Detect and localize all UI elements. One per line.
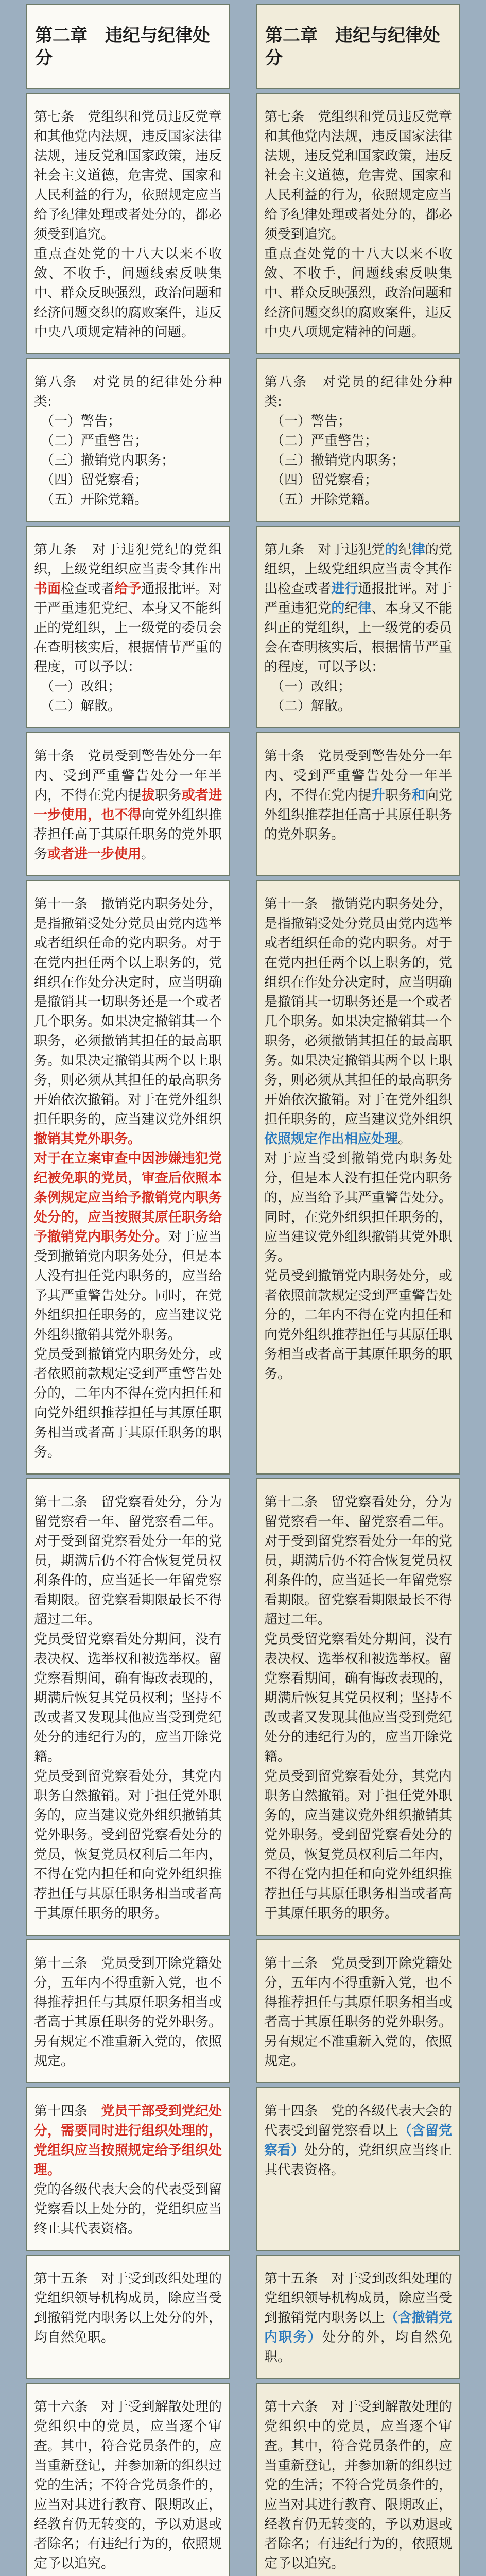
text-run: 党员受留党察看处分期间，没有表决权、选举权和被选举权。留党察看期间，确有悔改表现的，期满后恢复其党员权利；坚持不改或者又发现其他应当受到党纪处分的违纪行为的，应当开除党籍。 — [34, 1632, 222, 1765]
text-run: 第七条 党组织和党员违反党章和其他党内法规，违反国家法律法规，违反党和国家政策，违反社会主义道德，危害党、国家和人民利益的行为，依照规定应当给予纪律处理或者处分的，都必须受到追究。 — [264, 109, 452, 242]
text-run: 向党外组织推荐担任高于其原任职务的党外职务。 — [264, 788, 452, 842]
left-cell-article-10 — [26, 732, 230, 876]
paragraph — [264, 2397, 452, 2573]
row-article-8 — [26, 358, 460, 522]
left-cell-article-9 — [26, 526, 230, 728]
text-run: 党员受到撤销党内职务处分，或者依照前款规定受到严重警告处分的，二年内不得在党内担任和向党外组织推荐担任与其原任职务相当或者高于其原任职务的职务。 — [34, 1347, 222, 1460]
text-run: 第十二条 留党察看处分，分为留党察看一年、留党察看二年。对于受到留党察看处分一年的党员，期满后仍不符合恢复党员权利条件的，应当延长一年留党察看期限。留党察看期限最长不得超过二年。 — [34, 1495, 222, 1628]
paragraph — [264, 1493, 452, 1630]
text-run: （一）警告； — [271, 414, 352, 429]
row-chapter-heading — [26, 4, 460, 89]
paragraph — [34, 1345, 222, 1462]
text-run: 通报批评。对于严重违犯党纪、本身又不能纠正的党组织，上一级党的委员会在查明核实后，根据情节严重的程度，可以予以： — [34, 581, 222, 675]
text-run: 第八条 对党员的纪律处分种类: — [34, 375, 222, 410]
right-cell-article-9 — [256, 526, 460, 728]
comparison-table-body — [26, 4, 460, 2576]
text-run: （四）留党察看； — [41, 472, 148, 488]
row-article-11 — [26, 880, 460, 1475]
text-run: 检查或者 — [61, 581, 115, 597]
paragraph — [34, 107, 222, 244]
text-run: （五）开除党籍。 — [271, 492, 378, 507]
paragraph — [264, 697, 452, 716]
chapter-title — [34, 18, 222, 77]
paragraph — [34, 1149, 222, 1345]
paragraph — [264, 2269, 452, 2367]
paragraph — [34, 2397, 222, 2573]
left-cell-article-12 — [26, 1478, 230, 1936]
row-article-10 — [26, 732, 460, 876]
text-run: 第十四条 — [34, 2104, 101, 2119]
left-cell-article-15 — [26, 2255, 230, 2379]
row-article-14 — [26, 2087, 460, 2251]
text-run: 纪 — [398, 542, 412, 557]
right-cell-article-11 — [256, 880, 460, 1475]
text-run: 第十条 党员受到警告处分一年内、受到严重警告处分一年半内，不得在党内提 — [34, 749, 222, 803]
text-run: 向党外组织推荐担任高于其原任职务的党外职务 — [34, 807, 222, 862]
text-run: 对于应当受到撤销党内职务处分，但是本人没有担任党内职务的，应当给予其严重警告处分。同时，在党外组织担任职务的，应当建议党外组织撤销其党外职务。 — [264, 1151, 452, 1264]
paragraph — [264, 894, 452, 1149]
paragraph — [34, 372, 222, 412]
text-run: （三）撤销党内职务； — [271, 453, 405, 468]
paragraph — [34, 412, 222, 431]
text-run: 第十六条 对于受到解散处理的党组织中的党员，应当逐个审查。其中，符合党员条件的，应当重新登记，并参加新的组织过党的生活；不符合党员条件的，应当对其进行教育、限期改正，经教育仍无转变的，予以劝退或者除名；有违纪行为的，依照规定予以追究。 — [264, 2399, 452, 2571]
right-cell-article-16 — [256, 2383, 460, 2576]
text-run: 党员受到留党察看处分，其党内职务自然撤销。对于担任党外职务的，应当建议党外组织撤销其党外职务。受到留党察看处分的党员，恢复党员权利后二年内，不得在党内担任和向党外组织推荐担任与其原任职务相当或者高于其原任职务的职务。 — [34, 1769, 222, 1921]
paragraph — [34, 451, 222, 470]
text-run: 党的各级代表大会的代表受到留党察看以上处分的，党组织应当终止其代表资格。 — [34, 2182, 222, 2236]
text-run: 重点查处党的十八大以来不收敛、不收手，问题线索反映集中、群众反映强烈，政治问题和经济问题交织的腐败案件，违反中央八项规定精神的问题。 — [264, 246, 452, 340]
revised-highlight-text: 撤销其党外职务。 — [34, 1131, 142, 1147]
text-run: 第十一条 撤销党内职务处分，是指撤销受处分党员由党内选举或者组织任命的党内职务。对于在党内担任两个以上职务的，党组织在作处分决定时，应当明确是撤销其一切职务还是一个或者几个职务。如果决定撤销其一个职务，必须撤销其担任的最高职务。如果决定撤销其两个以上职务，则必须从其担任的最高职务开始依次撤销。对于在党外组织担任职务的，应当建议党外组织 — [34, 896, 222, 1127]
revised-highlight-text: 党员干部受到党纪处分，需要同时进行组织处理的，党组织应当按照规定给予组织处理。 — [34, 2104, 222, 2178]
paragraph — [34, 2180, 222, 2239]
text-run: （五）开除党籍。 — [41, 492, 148, 507]
previous-highlight-text: 律 — [358, 601, 372, 616]
text-run: 职务 — [154, 788, 182, 803]
left-cell-article-8 — [26, 358, 230, 522]
paragraph — [34, 490, 222, 510]
paragraph — [264, 2102, 452, 2180]
text-run: 第九条 对于违犯党 — [264, 542, 385, 557]
previous-highlight-text: 升 — [371, 788, 385, 803]
text-run: （一）改组； — [271, 679, 352, 694]
row-article-15 — [26, 2255, 460, 2379]
paragraph — [34, 894, 222, 1149]
previous-highlight-text: 的 — [331, 601, 345, 616]
text-run: 党员受留党察看处分期间，没有表决权、选举权和被选举权。留党察看期间，确有悔改表现的，期满后恢复其党员权利；坚持不改或者又发现其他应当受到党纪处分的违纪行为的，应当开除党籍。 — [264, 1632, 452, 1765]
right-cell-article-14 — [256, 2087, 460, 2251]
row-article-13 — [26, 1939, 460, 2083]
revised-highlight-text: 拔 — [141, 788, 155, 803]
paragraph — [264, 747, 452, 844]
paragraph — [34, 244, 222, 342]
paragraph — [34, 2102, 222, 2180]
paragraph — [34, 1954, 222, 2071]
row-article-16 — [26, 2383, 460, 2576]
paragraph — [264, 1767, 452, 1923]
text-run: 第七条 党组织和党员违反党章和其他党内法规，违反国家法律法规，违反党和国家政策，违反社会主义道德，危害党、国家和人民利益的行为，依照规定应当给予纪律处理或者处分的，都必须受到追究。 — [34, 109, 222, 242]
text-run: 第十五条 对于受到改组处理的党组织领导机构成员，除应当受到撤销党内职务以上处分的外，均自然免职。 — [34, 2271, 222, 2345]
paragraph — [264, 1954, 452, 2071]
revised-highlight-text: 对于在立案审查中因涉嫌违犯党纪被免职的党员，审查后依照本条例规定应当给予撤销党内职务处分的，应当按照其原任职务给予撤销党内职务处分。 — [34, 1151, 222, 1245]
paragraph — [264, 372, 452, 412]
paragraph — [34, 677, 222, 697]
text-run: 第十条 党员受到警告处分一年内、受到严重警告处分一年半内，不得在党内提 — [264, 749, 452, 803]
text-run: 处分的，党组织应当终止其代表资格。 — [264, 2143, 452, 2178]
chapter-title — [264, 18, 452, 77]
text-run: （二）解散。 — [41, 699, 121, 714]
paragraph — [34, 2269, 222, 2347]
text-run: 党员受到留党察看处分，其党内职务自然撤销。对于担任党外职务的，应当建议党外组织撤销其党外职务。受到留党察看处分的党员，恢复党员权利后二年内，不得在党内担任和向党外组织推荐担任与其原任职务相当或者高于其原任职务的职务。 — [264, 1769, 452, 1921]
paragraph — [264, 412, 452, 431]
paragraph — [264, 1149, 452, 1266]
text-run: 重点查处党的十八大以来不收敛、不收手，问题线索反映集中、群众反映强烈，政治问题和经济问题交织的腐败案件，违反中央八项规定精神的问题。 — [34, 246, 222, 340]
paragraph — [264, 470, 452, 490]
paragraph — [34, 470, 222, 490]
text-run: 第十六条 对于受到解散处理的党组织中的党员，应当逐个审查。其中，符合党员条件的，应当重新登记，并参加新的组织过党的生活；不符合党员条件的，应当对其进行教育、限期改正，经教育仍无转变的，予以劝退或者除名；有违纪行为的，依照规定予以追究。 — [34, 2399, 222, 2571]
text-run: 第二章 违纪与纪律处分 — [265, 25, 440, 69]
paragraph — [264, 490, 452, 510]
row-article-7 — [26, 93, 460, 354]
text-run: 第十五条 对于受到改组处理的党组织领导机构成员，除应当受到撤销党内职务以上 — [264, 2271, 452, 2326]
text-run: 通报批评。对于严重违犯党 — [264, 581, 452, 616]
right-cell-article-7 — [256, 93, 460, 354]
text-run: 第十四条 党的各级代表大会的代表受到留党察看以上 — [264, 2104, 452, 2139]
text-run: 第十三条 党员受到开除党籍处分，五年内不得重新入党，也不得推荐担任与其原任职务相当或者高于其原任职务的党外职务。另有规定不准重新入党的，依照规定。 — [34, 1956, 222, 2069]
paragraph — [34, 1767, 222, 1923]
paragraph — [34, 697, 222, 716]
text-run: 第九条 对于违犯党纪的党组织，上级党组织应当责令其作出 — [34, 542, 222, 577]
text-run: （二）严重警告； — [271, 433, 378, 449]
left-cell-article-7 — [26, 93, 230, 354]
right-cell-article-13 — [256, 1939, 460, 2083]
text-run: 纪 — [344, 601, 358, 616]
right-cell-chapter-heading — [256, 4, 460, 89]
revised-highlight-text: 给予 — [114, 581, 142, 597]
text-run: 。 — [141, 846, 155, 862]
text-run: 第十一条 撤销党内职务处分，是指撤销受处分党员由党内选举或者组织任命的党内职务。对于在党内担任两个以上职务的，党组织在作处分决定时，应当明确是撤销其一切职务还是一个或者几个职务。如果决定撤销其一个职务，必须撤销其担任的最高职务。如果决定撤销其两个以上职务，则必须从其担任的最高职务开始依次撤销。对于在党外组织担任职务的，应当建议党外组织 — [264, 896, 452, 1127]
revised-highlight-text: 书面 — [34, 581, 61, 597]
paragraph — [264, 431, 452, 451]
previous-highlight-text: 律 — [411, 542, 425, 557]
paragraph — [264, 540, 452, 677]
text-run: （一）警告； — [41, 414, 121, 429]
text-run: 。 — [398, 1131, 412, 1147]
left-cell-article-13 — [26, 1939, 230, 2083]
text-run: （二）严重警告； — [41, 433, 148, 449]
paragraph — [264, 677, 452, 697]
text-run: （三）撤销党内职务； — [41, 453, 175, 468]
text-run: 职务 — [385, 788, 412, 803]
paragraph — [34, 431, 222, 451]
paragraph — [264, 1266, 452, 1384]
text-run: （二）解散。 — [271, 699, 352, 714]
paragraph — [34, 747, 222, 864]
paragraph — [34, 540, 222, 677]
left-cell-chapter-heading — [26, 4, 230, 89]
paragraph — [34, 1630, 222, 1767]
text-run: 对于应当受到撤销党内职务处分，但是本人没有担任党内职务的，应当给予其严重警告处分。同时，在党外组织担任职务的，应当建议党外组织撤销其党外职务。 — [34, 1229, 222, 1343]
text-run: 第八条 对党员的纪律处分种类: — [264, 375, 452, 410]
paragraph — [34, 1493, 222, 1630]
row-article-9 — [26, 526, 460, 728]
previous-highlight-text: 的 — [385, 542, 398, 557]
right-cell-article-15 — [256, 2255, 460, 2379]
text-run: 处分的外，均自然免职。 — [264, 2330, 452, 2365]
previous-highlight-text: 进行 — [331, 581, 358, 597]
text-run: 的党组织，上级党组织应当责令其作出检查或者 — [264, 542, 452, 597]
left-cell-article-11 — [26, 880, 230, 1475]
paragraph — [264, 244, 452, 342]
previous-highlight-text: 和 — [411, 788, 425, 803]
revised-highlight-text: 或者进一步使用，也不得 — [34, 788, 222, 823]
text-run: （四）留党察看； — [271, 472, 378, 488]
paragraph — [264, 107, 452, 244]
right-cell-article-10 — [256, 732, 460, 876]
left-cell-article-14 — [26, 2087, 230, 2251]
text-run: 、本身又不能纠正的党组织，上一级党的委员会在查明核实后，根据情节严重的程度，可以予以： — [264, 601, 452, 675]
left-cell-article-16 — [26, 2383, 230, 2576]
text-run: 党员受到撤销党内职务处分，或者依照前款规定受到严重警告处分的，二年内不得在党内担任和向党外组织推荐担任与其原任职务相当或者高于其原任职务的职务。 — [264, 1268, 452, 1382]
previous-highlight-text: 依照规定作出相应处理 — [264, 1131, 398, 1147]
right-cell-article-8 — [256, 358, 460, 522]
paragraph — [264, 451, 452, 470]
text-run: 第二章 违纪与纪律处分 — [35, 25, 210, 69]
previous-highlight-text: （含撤销党内职务） — [264, 2310, 452, 2345]
paragraph — [264, 1630, 452, 1767]
text-run: 第十三条 党员受到开除党籍处分，五年内不得重新入党，也不得推荐担任与其原任职务相当或者高于其原任职务的党外职务。另有规定不准重新入党的，依照规定。 — [264, 1956, 452, 2069]
row-article-12 — [26, 1478, 460, 1936]
previous-highlight-text: （含留党察看） — [264, 2123, 452, 2158]
text-run: 第十二条 留党察看处分，分为留党察看一年、留党察看二年。对于受到留党察看处分一年的党员，期满后仍不符合恢复党员权利条件的，应当延长一年留党察看期限。留党察看期限最长不得超过二年。 — [264, 1495, 452, 1628]
revised-highlight-text: 或者进一步使用 — [47, 846, 142, 862]
right-cell-article-12 — [256, 1478, 460, 1936]
text-run: （一）改组； — [41, 679, 121, 694]
